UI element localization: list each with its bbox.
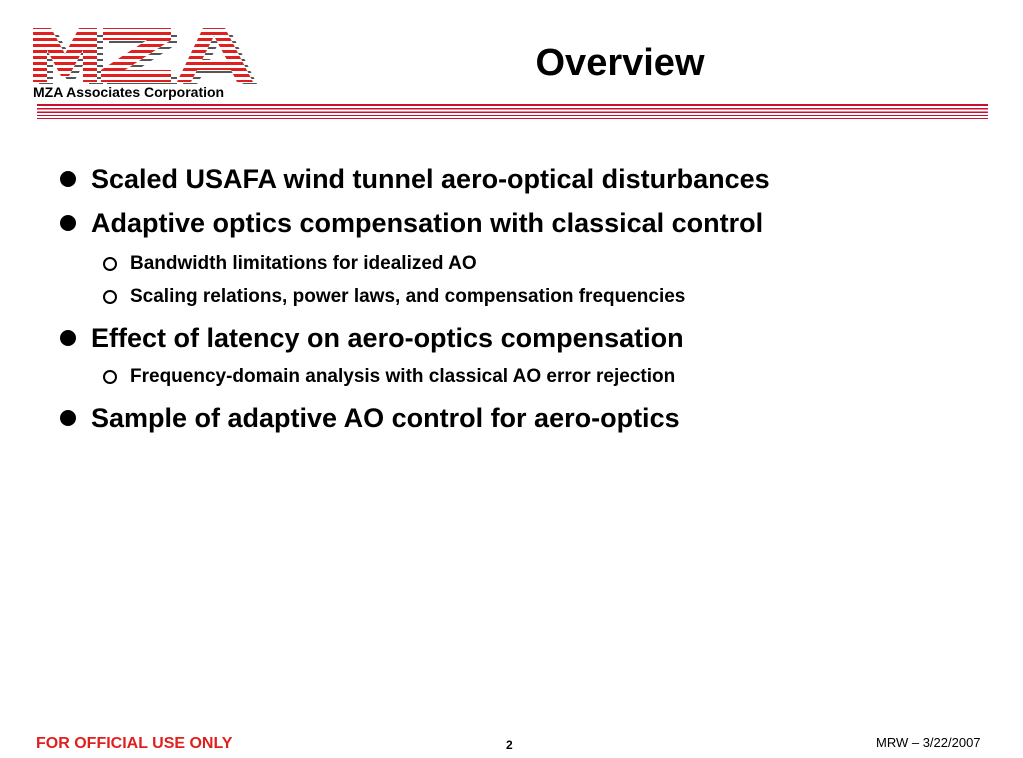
slide-title: Overview (535, 42, 705, 84)
bullet-text: Scaled USAFA wind tunnel aero-optical disturbances (91, 163, 770, 194)
bullet-text: Adaptive optics compensation with classical control (91, 207, 764, 238)
bullet-ring-icon (103, 370, 117, 384)
sub-bullet-item (103, 284, 685, 310)
bullet-item (60, 400, 680, 436)
sub-bullet-text: Scaling relations, power laws, and compensation frequencies (130, 286, 686, 307)
sub-bullet-text: Bandwidth limitations for idealized AO (130, 253, 477, 274)
classification-label: FOR OFFICIAL USE ONLY (36, 735, 233, 752)
bullet-dot-icon (60, 330, 76, 346)
sub-bullet-item (103, 251, 477, 277)
bullet-dot-icon (60, 171, 76, 187)
bullet-ring-icon (103, 290, 117, 304)
bullet-item (60, 161, 770, 197)
bullet-ring-icon (103, 257, 117, 271)
bullet-dot-icon (60, 410, 76, 426)
bullet-text: Effect of latency on aero-optics compensation (91, 322, 684, 353)
sub-bullet-text: Frequency-domain analysis with classical AO error rejection (130, 366, 676, 387)
author-date: MRW – 3/22/2007 (876, 735, 981, 750)
bullet-item (60, 320, 684, 356)
bullet-dot-icon (60, 215, 76, 231)
company-name: MZA Associates Corporation (33, 84, 225, 100)
page-number: 2 (506, 738, 513, 752)
bullet-item (60, 205, 763, 241)
bullet-text: Sample of adaptive AO control for aero-optics (91, 402, 680, 433)
sub-bullet-item (103, 364, 675, 390)
